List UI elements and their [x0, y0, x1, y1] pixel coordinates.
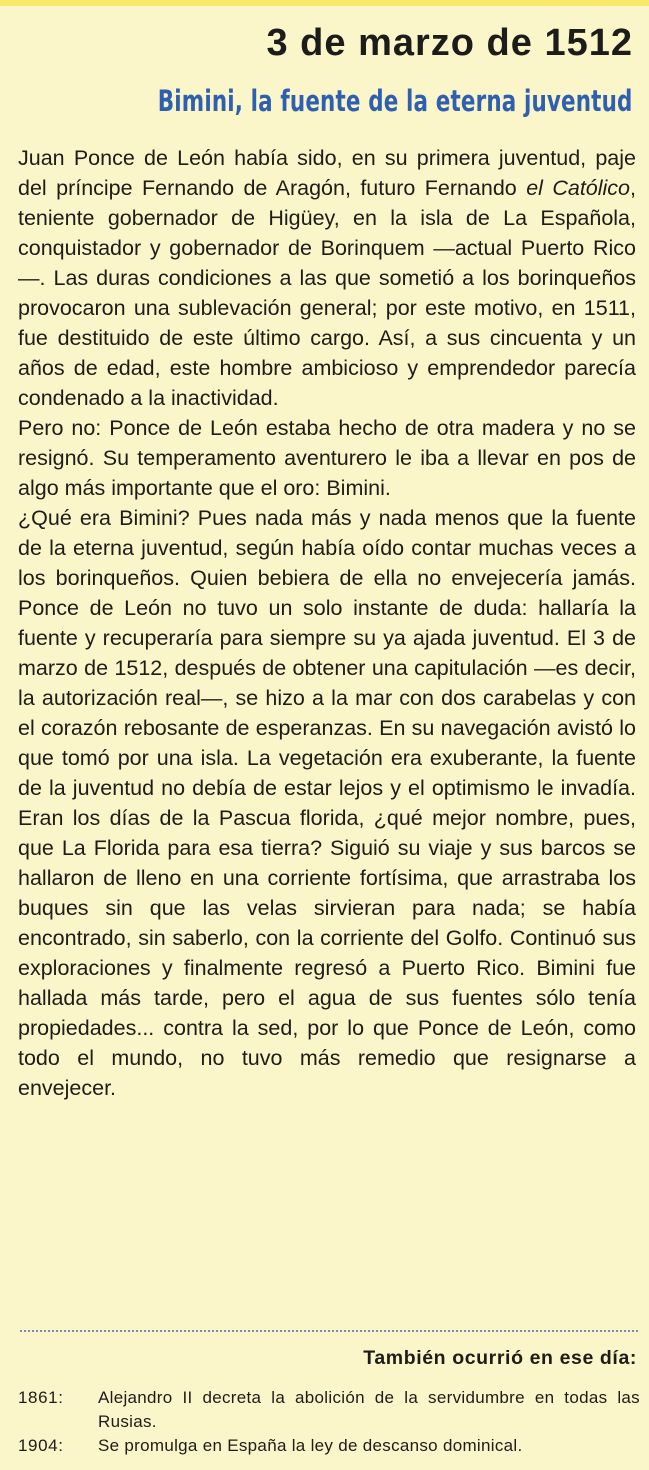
- page-title: 3 de marzo de 1512: [266, 22, 633, 64]
- italic-epithet: el Católico: [526, 176, 631, 200]
- event-text: Alejandro II decreta la abolición de la servidumbre en todas las Rusias.: [98, 1388, 640, 1431]
- event-year: 1904:: [18, 1436, 64, 1455]
- event-item: [18, 1386, 640, 1434]
- article-paragraph: Pero no: Ponce de León estaba hecho de otra madera y no se resignó. Su temperamento aventurero le iba a llevar en pos de algo más importante que el oro: Bimini.: [18, 416, 636, 500]
- section-divider: [20, 1330, 638, 1332]
- also-happened-heading: También ocurrió en ese día:: [363, 1347, 637, 1369]
- event-text: Se promulga en España la ley de descanso dominical.: [98, 1436, 523, 1455]
- event-item: [18, 1434, 640, 1458]
- article-paragraph: Juan Ponce de León había sido, en su primera juventud, paje del príncipe Fernando de Aragón, futuro Fernando el Católico, teniente gobernador de Higüey, en la isla de La Española, conquistador y gobernador de Borinquem —actual Puerto Rico—. Las duras condiciones a las que sometió a los borinqueños provocaron una sublevación general; por este motivo, en 1511, fue destituido de este último cargo. Así, a sus cincuenta y un años de edad, este hombre ambicioso y emprendedor parecía condenado a la inactividad.: [18, 146, 636, 410]
- events-list: [18, 1386, 640, 1458]
- top-color-strip: [0, 0, 649, 6]
- article-body: [18, 143, 636, 1103]
- page-subtitle: Bimini, la fuente de la eterna juventud: [158, 84, 633, 118]
- event-year: 1861:: [18, 1388, 64, 1407]
- article-paragraph: ¿Qué era Bimini? Pues nada más y nada menos que la fuente de la eterna juventud, según había oído contar muchas veces a los borinqueños. Quien bebiera de ella no envejecería jamás. Ponce de León no tuvo un solo instante de duda: hallaría la fuente y recuperaría para siempre su ya ajada juventud. El 3 de marzo de 1512, después de obtener una capitulación —es decir, la autorización real—, se hizo a la mar con dos carabelas y con el corazón rebosante de esperanzas. En su navegación avistó lo que tomó por una isla. La vegetación era exuberante, la fuente de la juventud no debía de estar lejos y el optimismo le invadía. Eran los días de la Pascua florida, ¿qué mejor nombre, pues, que La Florida para esa tierra? Siguió su viaje y sus barcos se hallaron de lleno en una corriente fortísima, que arrastraba los buques sin que las velas sirvieran para nada; se había encontrado, sin saberlo, con la corriente del Golfo. Continuó sus exploraciones y finalmente regresó a Puerto Rico. Bimini fue hallada más tarde, pero el agua de sus fuentes sólo tenía propiedades... contra la sed, por lo que Ponce de León, como todo el mundo, no tuvo más remedio que resignarse a envejecer.: [18, 506, 636, 1100]
